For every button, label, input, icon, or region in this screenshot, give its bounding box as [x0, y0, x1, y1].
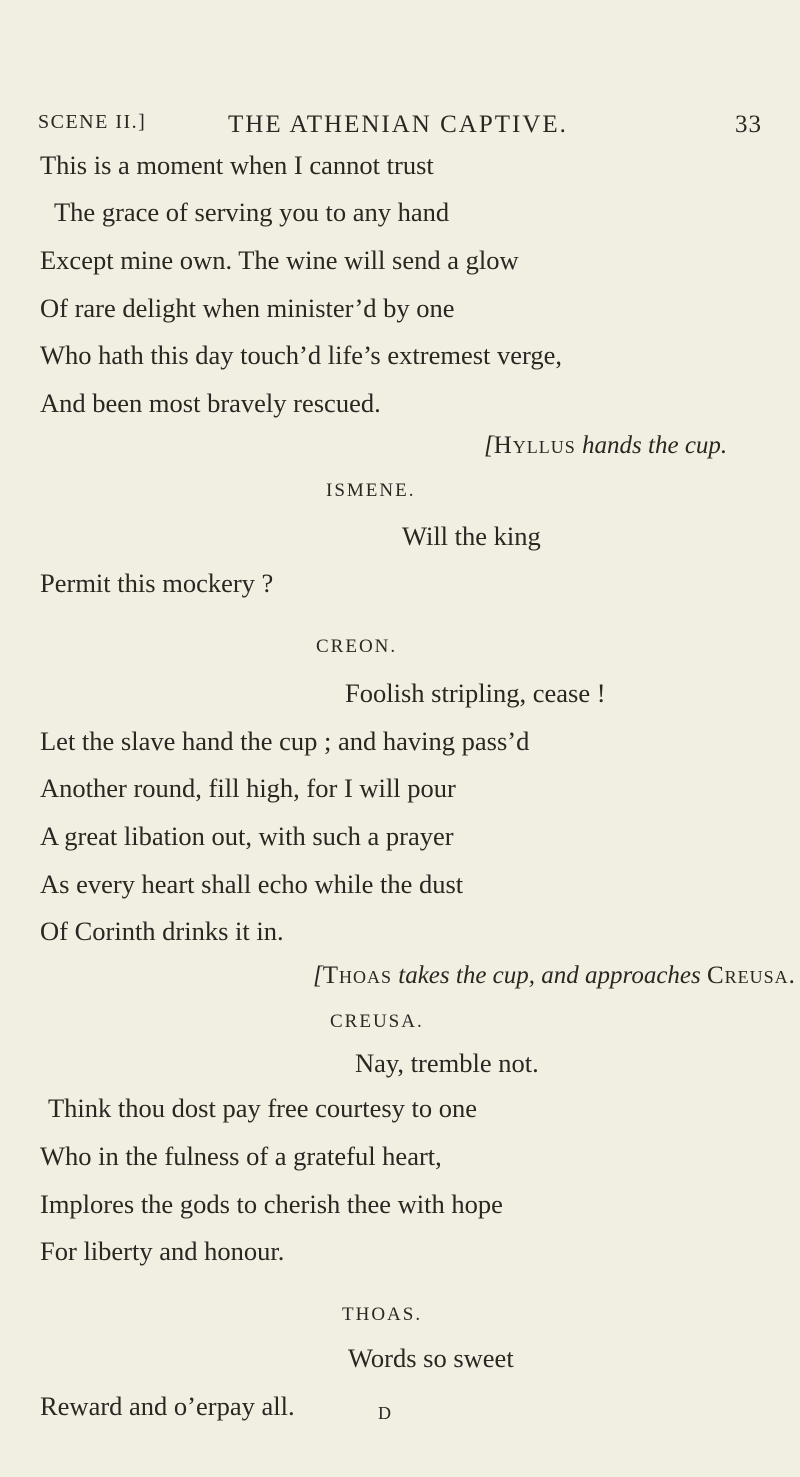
verse-line: The grace of serving you to any hand [54, 197, 450, 227]
direction-text: hands the cup. [575, 432, 728, 459]
verse-line: Permit this mockery ? [40, 568, 274, 598]
verse-line: A great libation out, with such a prayer [40, 821, 454, 851]
verse-line: Reward and o’erpay all. [40, 1391, 295, 1421]
character-name: Thoas [322, 962, 393, 989]
bracket: [ [484, 432, 494, 459]
verse-line: Words so sweet [348, 1343, 514, 1373]
stage-direction [484, 432, 727, 460]
speaker-heading: THOAS. [342, 1304, 423, 1325]
verse-line: Let the slave hand the cup ; and having pass’d [40, 726, 530, 756]
stage-direction [313, 962, 796, 990]
verse-line: Of rare delight when minister’d by one [40, 293, 455, 323]
verse-line: Of Corinth drinks it in. [40, 916, 284, 946]
speaker-heading: ISMENE. [326, 480, 416, 501]
verse-line: Who in the fulness of a grateful heart, [40, 1141, 442, 1171]
verse-line: And been most bravely rescued. [40, 388, 381, 418]
bracket: [ [313, 962, 323, 989]
page-number: 33 [735, 111, 762, 138]
verse-line: Except mine own. The wine will send a glow [40, 245, 519, 275]
signature-mark: D [378, 1403, 391, 1423]
running-head-scene: SCENE II.] [38, 111, 147, 133]
verse-line: Implores the gods to cherish thee with hope [40, 1189, 503, 1219]
verse-line: Will the king [402, 521, 541, 551]
verse-line: Nay, tremble not. [355, 1048, 539, 1078]
verse-line: As every heart shall echo while the dust [40, 869, 464, 899]
verse-line: Another round, fill high, for I will pour [40, 773, 456, 803]
direction-text: takes the cup, and approaches [392, 962, 707, 989]
speaker-heading: CREON. [316, 636, 398, 657]
verse-line: For liberty and honour. [40, 1236, 285, 1266]
running-head-title: THE ATHENIAN CAPTIVE. [228, 111, 568, 138]
verse-line: Who hath this day touch’d life’s extremest verge, [40, 340, 563, 370]
speaker-heading: CREUSA. [330, 1011, 424, 1032]
verse-line: Foolish stripling, cease ! [345, 678, 606, 708]
character-name: Creusa. [707, 962, 796, 989]
character-name: Hyllus [493, 432, 576, 459]
verse-line: Think thou dost pay free courtesy to one [48, 1093, 478, 1123]
verse-line: This is a moment when I cannot trust [40, 150, 434, 180]
